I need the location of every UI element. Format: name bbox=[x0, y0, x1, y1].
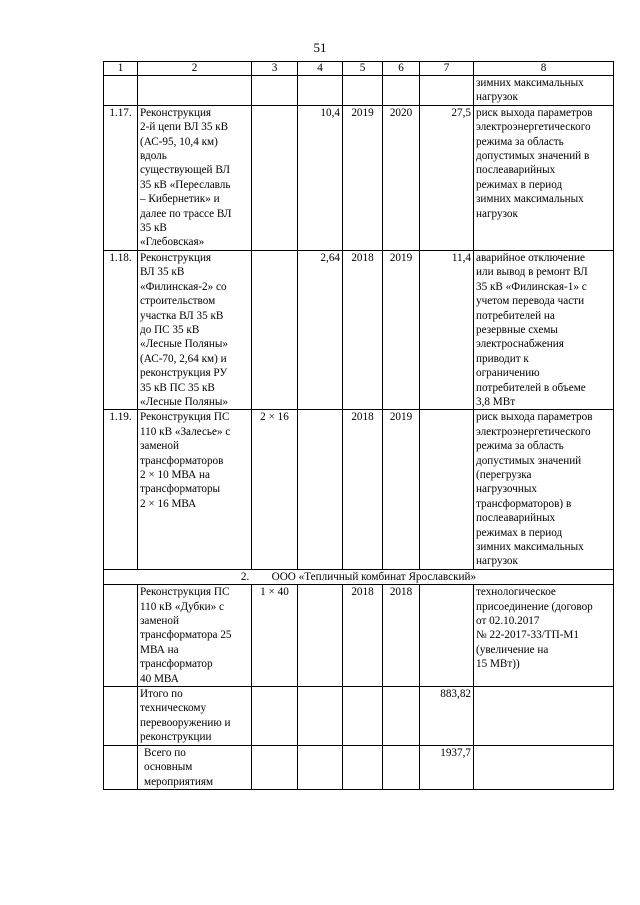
table-row bbox=[104, 410, 614, 569]
table-row-continuation bbox=[104, 76, 614, 106]
header-cell-8: 8 bbox=[474, 62, 614, 76]
cell-power: 1 × 40 bbox=[252, 585, 298, 687]
grand-total-label: Всего по основным мероприятиям bbox=[138, 745, 252, 789]
cell-name: Реконструкция ПС 110 кВ «Залесье» с заменой трансформаторов 2 × 10 МВА на трансформаторы 2 × 16 МВА bbox=[138, 410, 252, 569]
cell-end-year: 2018 bbox=[383, 585, 420, 687]
cell-cost bbox=[420, 585, 474, 687]
header-cell-1: 1 bbox=[104, 62, 138, 76]
cell-length: 2,64 bbox=[298, 250, 343, 409]
table-row bbox=[104, 585, 614, 687]
cell-length bbox=[298, 410, 343, 569]
cell-power bbox=[252, 250, 298, 409]
cell-start-year: 2018 bbox=[343, 250, 383, 409]
cell-length bbox=[298, 585, 343, 687]
cell-start-year: 2018 bbox=[343, 410, 383, 569]
cell-cost bbox=[420, 410, 474, 569]
header-row bbox=[104, 62, 614, 76]
table-row bbox=[104, 250, 614, 409]
header-cell-3: 3 bbox=[252, 62, 298, 76]
investment-table bbox=[103, 61, 614, 790]
cell-power: 2 × 16 bbox=[252, 410, 298, 569]
total-value: 883,82 bbox=[420, 687, 474, 746]
total-label: Итого по техническому перевооружению и реконструкции bbox=[138, 687, 252, 746]
grand-total-row bbox=[104, 745, 614, 789]
header-cell-4: 4 bbox=[298, 62, 343, 76]
cell-name: Реконструкция 2-й цепи ВЛ 35 кВ (АС-95, 10,4 км) вдоль существующей ВЛ 35 кВ «Переславль – Кибернетик» и далее по трассе ВЛ 35 кВ «Глебовская» bbox=[138, 105, 252, 250]
section-title: 2. ООО «Тепличный комбинат Ярославский» bbox=[104, 569, 614, 584]
cell-end-year: 2020 bbox=[383, 105, 420, 250]
cell-name: Реконструкция ВЛ 35 кВ «Филинская-2» со строительством участка ВЛ 35 кВ до ПС 35 кВ «Лесные Поляны» (АС-70, 2,64 км) и реконструкция РУ 35 кВ ПС 35 кВ «Лесные Поляны» bbox=[138, 250, 252, 409]
cell-num: 1.18. bbox=[104, 250, 138, 409]
cell-num: 1.17. bbox=[104, 105, 138, 250]
total-row bbox=[104, 687, 614, 746]
header-cell-7: 7 bbox=[420, 62, 474, 76]
cell-note: риск выхода параметров электроэнергетического режима за область допустимых значений (перегрузка нагрузочных трансформаторов) в послеаварийных режимах в период зимних максимальных нагрузок bbox=[474, 410, 614, 569]
cell-note: технологическое присоединение (договор от 02.10.2017 № 22-2017-33/ТП-М1 (увеличение на 15 МВт)) bbox=[474, 585, 614, 687]
page-number: 51 bbox=[313, 40, 327, 55]
cell-num bbox=[104, 585, 138, 687]
cell-cost: 27,5 bbox=[420, 105, 474, 250]
cell-length: 10,4 bbox=[298, 105, 343, 250]
cell-num: 1.19. bbox=[104, 410, 138, 569]
cell-end-year: 2019 bbox=[383, 410, 420, 569]
cell-start-year: 2019 bbox=[343, 105, 383, 250]
header-cell-2: 2 bbox=[138, 62, 252, 76]
cell-end-year: 2019 bbox=[383, 250, 420, 409]
cell-note: зимних максимальных нагрузок bbox=[474, 76, 614, 106]
header-cell-6: 6 bbox=[383, 62, 420, 76]
cell-note: аварийное отключение или вывод в ремонт ВЛ 35 кВ «Филинская-1» с учетом перевода части потребителей на резервные схемы электроснабжения приводит к ограничению потребителей в объеме 3,8 МВт bbox=[474, 250, 614, 409]
cell-name: Реконструкция ПС 110 кВ «Дубки» с заменой трансформатора 25 МВА на трансформатор 40 МВА bbox=[138, 585, 252, 687]
grand-total-value: 1937,7 bbox=[420, 745, 474, 789]
cell-start-year: 2018 bbox=[343, 585, 383, 687]
header-cell-5: 5 bbox=[343, 62, 383, 76]
section-header-row bbox=[104, 569, 614, 584]
cell-cost: 11,4 bbox=[420, 250, 474, 409]
cell-note: риск выхода параметров электроэнергетического режима за область допустимых значений в послеаварийных режимах в период зимних максимальных нагрузок bbox=[474, 105, 614, 250]
table-row bbox=[104, 105, 614, 250]
cell-power bbox=[252, 105, 298, 250]
